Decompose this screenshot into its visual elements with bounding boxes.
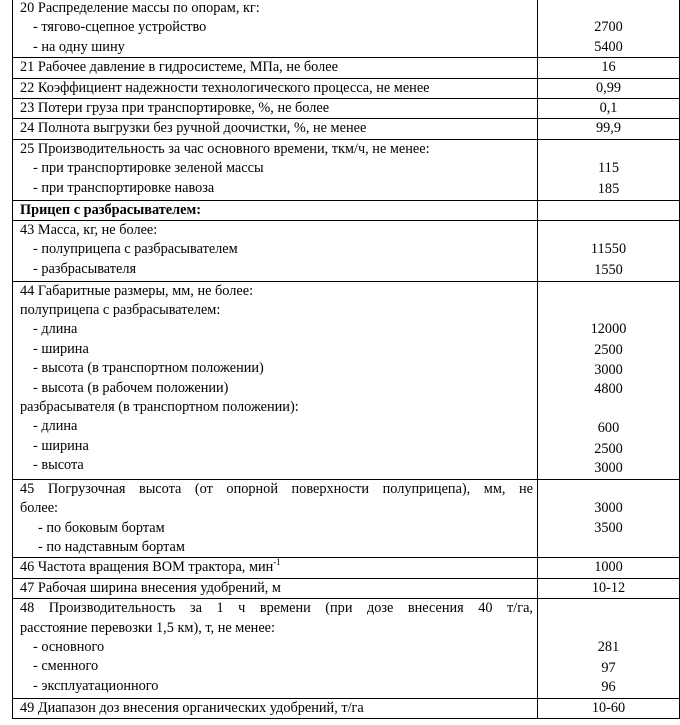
row-21-label: 21 Рабочее давление в гидросистеме, МПа, не более bbox=[20, 59, 338, 76]
row-44-value: 3000 bbox=[594, 361, 623, 378]
row-20-title: 20 Распределение массы по опорам, кг: bbox=[20, 0, 260, 16]
table-row bbox=[13, 698, 680, 718]
row-43-value: 11550 bbox=[590, 241, 627, 258]
row-48-item: - эксплуатационного bbox=[33, 677, 159, 694]
row-48-value: 97 bbox=[601, 659, 616, 676]
row-49-value: 10-60 bbox=[591, 699, 626, 716]
row-45-value: 3500 bbox=[594, 519, 623, 536]
row-22-label: 22 Коэффициент надежности технологического процесса, не менее bbox=[20, 79, 430, 96]
row-44-item: - высота bbox=[33, 457, 84, 474]
row-25-value: 185 bbox=[597, 181, 620, 198]
row-45-value: 3000 bbox=[594, 500, 623, 517]
row-43-title: 43 Масса, кг, не более: bbox=[20, 221, 158, 238]
row-44-value: 4800 bbox=[594, 381, 623, 398]
row-46-value: 1000 bbox=[594, 559, 623, 576]
row-24-value: 99,9 bbox=[595, 120, 622, 137]
table-row bbox=[13, 139, 680, 200]
row-20-item: - тягово-сцепное устройство bbox=[33, 19, 207, 36]
row-48-value: 281 bbox=[597, 638, 620, 655]
table-row bbox=[13, 599, 680, 699]
table-row bbox=[13, 578, 680, 598]
row-44-item: - высота (в транспортном положении) bbox=[33, 360, 264, 377]
row-44-item: - длина bbox=[33, 321, 78, 338]
row-20-label-cell bbox=[13, 0, 538, 58]
section-heading: Прицеп с разбрасывателем: bbox=[20, 201, 201, 218]
table-row bbox=[13, 119, 680, 139]
row-45-title: 45 Погрузочная высота (от опорной поверхности полуприцепа), мм, не bbox=[20, 480, 534, 497]
row-44-group: полуприцепа с разбрасывателем: bbox=[20, 302, 221, 319]
row-47-value: 10-12 bbox=[591, 579, 626, 596]
row-46-label: 46 Частота вращения ВОМ трактора, мин bbox=[20, 559, 274, 576]
row-46-unit-exponent: -1 bbox=[273, 557, 281, 568]
row-49-label: 49 Диапазон доз внесения органических удобрений, т/га bbox=[20, 699, 364, 716]
row-45-item: - по надставным бортам bbox=[38, 539, 185, 555]
row-44-item: - длина bbox=[33, 418, 78, 435]
row-20-value: 2700 bbox=[594, 19, 623, 36]
row-20-value-cell bbox=[538, 0, 680, 58]
row-44-value: 3000 bbox=[594, 460, 623, 477]
row-48-title: 48 Производительность за 1 ч времени (при дозе внесения 40 т/га, bbox=[20, 600, 534, 617]
row-48-item: - основного bbox=[33, 638, 105, 655]
row-24-label: 24 Полнота выгрузки без ручной доочистки, %, не менее bbox=[20, 120, 367, 137]
row-23-value: 0,1 bbox=[599, 99, 618, 116]
row-25-value: 115 bbox=[598, 160, 619, 177]
row-44-value: 12000 bbox=[590, 321, 627, 338]
specification-table bbox=[12, 0, 680, 719]
row-45-item: - по боковым бортам bbox=[38, 519, 165, 536]
row-45-title-cont: более: bbox=[20, 500, 59, 517]
row-44-value: 2500 bbox=[594, 342, 623, 359]
row-43-item: - разбрасывателя bbox=[33, 260, 137, 277]
table-row bbox=[13, 479, 680, 558]
table-row bbox=[13, 58, 680, 78]
row-20-item: - на одну шину bbox=[33, 38, 125, 55]
table-row bbox=[13, 200, 680, 220]
row-48-value: 96 bbox=[601, 679, 616, 696]
row-44-title: 44 Габаритные размеры, мм, не более: bbox=[20, 282, 254, 299]
row-44-value: 2500 bbox=[594, 441, 623, 458]
row-43-item: - полуприцепа с разбрасывателем bbox=[33, 241, 238, 258]
row-44-item: - ширина bbox=[33, 437, 89, 454]
table-row bbox=[13, 220, 680, 281]
row-44-item: - высота (в рабочем положении) bbox=[33, 379, 229, 396]
row-48-title-cont: расстояние перевозки 1,5 км), т, не менее: bbox=[20, 619, 275, 636]
row-25-item: - при транспортировке зеленой массы bbox=[33, 160, 264, 177]
row-43-value: 1550 bbox=[594, 262, 623, 279]
row-44-item: - ширина bbox=[33, 340, 89, 357]
row-22-value: 0,99 bbox=[595, 79, 622, 96]
row-48-item: - сменного bbox=[33, 658, 99, 675]
row-20-value: 5400 bbox=[594, 38, 623, 55]
row-25-title: 25 Производительность за час основного времени, ткм/ч, не менее: bbox=[20, 140, 430, 157]
table-row bbox=[13, 281, 680, 479]
row-21-value: 16 bbox=[601, 59, 616, 76]
row-47-label: 47 Рабочая ширина внесения удобрений, м bbox=[20, 579, 281, 596]
row-44-group: разбрасывателя (в транспортном положении): bbox=[20, 399, 299, 416]
row-25-item: - при транспортировке навоза bbox=[33, 179, 215, 196]
table-row bbox=[13, 0, 680, 58]
table-row bbox=[13, 78, 680, 98]
table-row bbox=[13, 98, 680, 118]
row-44-value: 600 bbox=[597, 420, 620, 437]
row-23-label: 23 Потери груза при транспортировке, %, не более bbox=[20, 99, 330, 116]
table-row bbox=[13, 558, 680, 578]
